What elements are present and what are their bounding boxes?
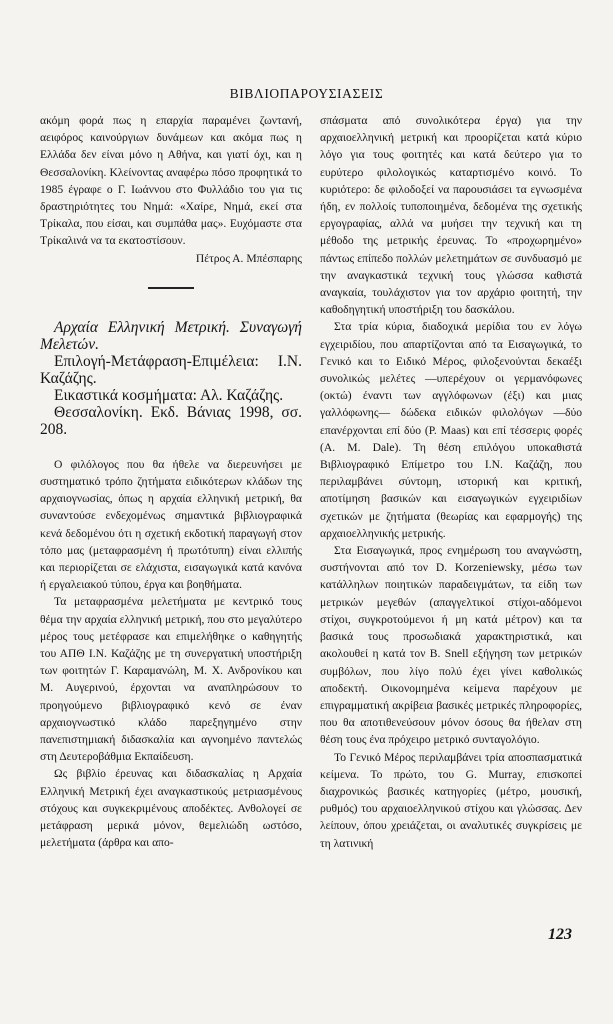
left-column (40, 112, 302, 852)
paragraph: Ως βιβλίο έρευνας και διδασκαλίας η Αρχαία Ελληνική Μετρική έχει αναγκαστικούς μετριασμένους στόχους και συγκεκριμένους αποδέκτες. Ανθολογεί σε μετάφραση μερικά μόνον, θεμελιώδη ωστόσο, μελετήματα (άρθρα και απο- (40, 767, 302, 850)
page-number: 123 (548, 926, 572, 943)
paragraph: Το Γενικό Μέρος περιλαμβάνει τρία αποσπασματικά κείμενα. Το πρώτο, του G. Murray, επισκοπεί διαχρονικώς βασικές κατηγορίες (μέτρο, μουσική, ρυθμός) του αρχαιοελληνικού στίχου και γλώσσας. Δεν λείπουν, όπου χρειάζεται, οι αναλυτικές συγκρίσεις με τη λατινική (320, 750, 582, 850)
paragraph: Στα Εισαγωγικά, προς ενημέρωση του αναγνώστη, συστήνονται από τον D. Korzeniewsky, μέσω των κατάλληλων ποιητικών παραδειγμάτων, τα είδη των μετρικών μεγεθών (απαγγελτικοί στίχοι-αδόμενοι στίχοι, συγκροτούμενοι ή μη κατά μέτρον) και τα βασικά τους προσωδιακά χαρακτηριστικά, και ακολουθεί η κατά τον B. Snell εξήγηση των μετρικών συμβόλων, που λίγο πολύ έχει γίνει καθολικώς αποδεκτή. Οικονομημένα κείμενα παρέχουν με επιγραμματική ακρίβεια βασικές μετρικές πληροφορίες, που θα αποτιθενεύσουν μόνον όσους θα ήθελαν στη θέση τους ένα πρόχειρο μετρικό συνταγολόγιο. (320, 544, 582, 747)
book-publication: Θεσσαλονίκη. Εκδ. Βάνιας 1998, σσ. 208. (40, 403, 302, 438)
paragraph: Ο φιλόλογος που θα ήθελε να διερευνήσει με συστηματικό τρόπο ζητήματα ειδικότερων κλάδων της αρχαιογνωσίας, όπως η αρχαία ελληνική μετρική, θα συναντούσε ενδεχομένως σημαντικά βιβλιογραφικά κενά δεδομένου ότι η σχετική εκδοτική παραγωγή στον τόπο μας (μεταφρασμένη ή πρωτότυπη) είναι ελλιπής και περιορίζεται σε ελάχιστα, εισαγωγικά κατά κανόνα ή εργαλειακού τύπου, έργα και βοηθήματα. (40, 457, 302, 592)
review-signature: Πέτρος Α. Μπέσπαρης (195, 251, 302, 265)
paragraph: Στα τρία κύρια, διαδοχικά μερίδια του εν λόγω εγχειριδίου, που απαρτίζονται από τα Εισαγωγικά, το Γενικό και το Ειδικό Μέρος, φιλοξενούνται δεκαέξι συνολικώς μελέτες —υπερέχουν οι γερμανόφωνες (οκτώ) έναντι των αγγλόφωνων (έξι) και μιας γαλλόφωνης— δώδεκα ειδικών φιλολόγων —δύο επανέρχονται επί δύο (P. Maas) και επί τέσσερις φορές (A. M. Dale). Τη θέση επιλόγου υποκαθιστά Βιβλιογραφικό Επίμετρο του Ι.Ν. Καζάζη, που περιλαμβάνει σύντομη, ιστορική και κριτική, αποτίμηση βασικών και εισαγωγικών εγχειριδίων σχετικών με ζητήματα (θεωρίας και εφαρμογής) της αρχαιοελληνικής μετρικής. (320, 320, 582, 540)
section-divider (148, 287, 194, 289)
book-title: Αρχαία Ελληνική Μετρική. Συναγωγή Μελετών. (40, 318, 302, 353)
running-head: ΒΙΒΛΙΟΠΑΡΟΥΣΙΑΣΕΙΣ (229, 86, 384, 101)
paragraph: Τα μεταφρασμένα μελετήματα με κεντρικό τους θέμα την αρχαία ελληνική μετρική, που στο μεγαλύτερο μέρος τους μετέφρασε και επιμελήθηκε ο καθηγητής του ΑΠΘ Ι.Ν. Καζάζης με τη συνεργατική υποστήριξη των φοιτητών Γ. Καραμανώλη, Μ. Χ. Ανδρονίκου και Μ. Αυγερινού, έρχονται να αναπληρώσουν το προηγούμενο βιβλιογραφικό κενό σε έναν αρχαιογνωστικό κλάδο παρεξηγημένο στην πανεπιστημιακή διδασκαλία και αγνοημένο παντελώς στη Δευτεροβάθμια Εκπαίδευση. (40, 595, 302, 764)
book-reference (40, 319, 302, 438)
paragraph-continued: σπάσματα από συνολικότερα έργα) για την αρχαιοελληνική μετρική και προορίζεται κατά κύριο λόγο για τους φοιτητές και κατά δεύτερο για το ευρύτερο φιλολογικώς καταρτισμένο κοινό. Το κυριότερο: δε φιλοδοξεί να παρουσιάσει τα εγνωσμένα ήδη, εν πολλοίς τυποποιημένα, δεδομένα της σχετικής εργογραφίας, αλλά να μυήσει την τεχνική και τη μέθοδο της μετρικής έρευνας. Το «προχωρημένο» πάντως επίπεδο πολλών μελετημάτων σε συνδυασμό με την αναγκαστικά τεχνική τους γλώσσα καθιστά αναγκαία, τουλάχιστον για τον αρχάριο φοιτητή, την καθοδηγητική υποστήριξη του δασκάλου. (320, 114, 582, 317)
book-art: Εικαστικά κοσμήματα: Αλ. Καζάζης. (54, 386, 284, 404)
book-editor: Επιλογή-Μετάφραση-Επιμέλεια: Ι.Ν. Καζάζης. (40, 352, 302, 387)
right-column (320, 112, 582, 852)
paragraph-intro: ακόμη φορά πως η επαρχία παραμένει ζωντανή, αειφόρος καινούργιων δυνάμεων και ακόμα πως η Ελλάδα δεν είναι μόνο η Αθήνα, και γιατί όχι, και η Θεσσαλονίκη. Κλείνοντας αναφέρω πόσο προφητικά το 1985 έγραφε ο Γ. Ιωάννου στο Φυλλάδιο του για τις δραστηριότητες του Νημά: «Χαίρε, Νημά, εκεί στα Τρίκαλα, που είσαι, και συμπάθα μας». Ευχόμαστε στα Τρίκαλινά να τα εκατοστίσουν. (40, 114, 302, 248)
